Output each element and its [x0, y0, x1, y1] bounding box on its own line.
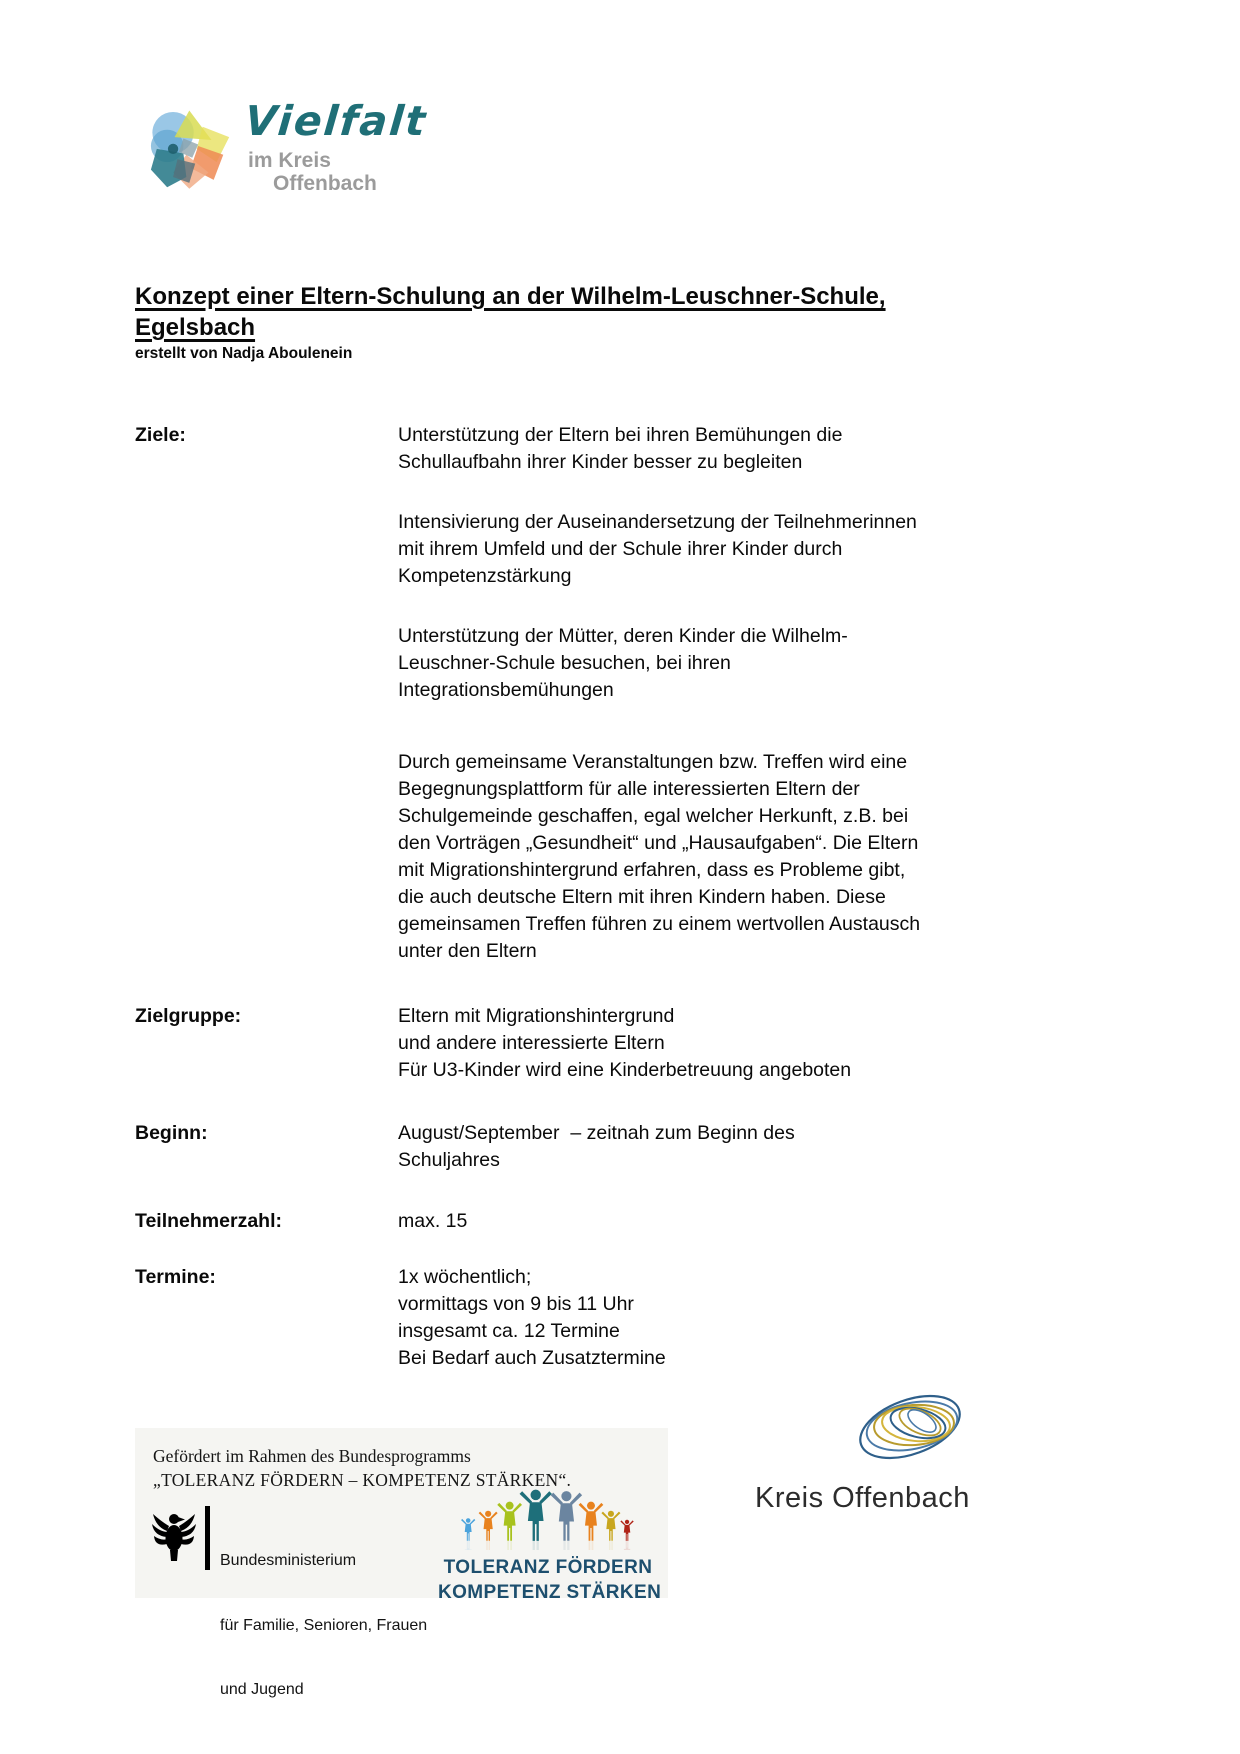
section-value	[398, 1003, 851, 1084]
brand-name: Vielfalt	[242, 97, 430, 145]
text-line: August/September – zeitnah zum Beginn des	[398, 1122, 795, 1144]
section-termine	[135, 1264, 666, 1372]
text-line: Schuljahres	[398, 1149, 500, 1171]
text-line: Unterstützung der Eltern bei ihren Bemühungen die	[398, 424, 843, 446]
section-value	[398, 1120, 795, 1174]
text-line: Leuschner-Schule besuchen, bei ihren	[398, 652, 731, 674]
kreis-offenbach-label: Kreis Offenbach	[755, 1482, 970, 1514]
paragraph	[398, 422, 920, 476]
text-line: mit Migrationshintergrund erfahren, dass es Probleme gibt,	[398, 859, 906, 881]
paragraph	[398, 623, 920, 704]
bmfsfj-logo	[151, 1504, 427, 1744]
text-line: Eltern mit Migrationshintergrund	[398, 1005, 675, 1027]
text-line: und Jugend	[220, 1681, 304, 1698]
funding-box	[135, 1428, 668, 1698]
text-line: und andere interessierte Eltern	[398, 1032, 665, 1054]
title-line2: Egelsbach	[135, 314, 256, 341]
kreis-offenbach-swirl-icon	[850, 1385, 975, 1467]
text-line: Begegnungsplattform für alle interessierten Eltern der	[398, 778, 860, 800]
section-zielgruppe	[135, 1003, 851, 1084]
section-ziele	[135, 422, 920, 965]
kreis-offenbach-logo	[755, 1385, 975, 1520]
text-line: insgesamt ca. 12 Termine	[398, 1320, 620, 1342]
text-line: mit ihrem Umfeld und der Schule ihrer Kinder durch	[398, 538, 843, 560]
section-label: Zielgruppe:	[135, 1005, 242, 1027]
text-line: gemeinsamen Treffen führen zu einem wertvollen Austausch	[398, 913, 921, 935]
section-label: Ziele:	[135, 424, 186, 446]
federal-eagle-icon	[151, 1504, 197, 1566]
program-title-line2: KOMPETENZ STÄRKEN	[438, 1582, 662, 1603]
funding-text-line2: „TOLERANZ FÖRDERN – KOMPETENZ STÄRKEN“.	[153, 1470, 572, 1490]
section-beginn	[135, 1120, 795, 1174]
text-line: Schullaufbahn ihrer Kinder besser zu begleiten	[398, 451, 803, 473]
toleranz-people-icon	[438, 1484, 658, 1550]
section-label: Termine:	[135, 1266, 216, 1288]
text-line: Bundesministerium	[220, 1552, 357, 1569]
text-line: Unterstützung der Mütter, deren Kinder die Wilhelm-	[398, 625, 848, 647]
author-line: erstellt von Nadja Aboulenein	[135, 345, 353, 362]
text-line: vormittags von 9 bis 11 Uhr	[398, 1293, 634, 1315]
text-line: Bei Bedarf auch Zusatztermine	[398, 1347, 666, 1369]
page-title	[135, 281, 886, 343]
text-line: Schulgemeinde geschaffen, egal welcher Herkunft, z.B. bei	[398, 805, 909, 827]
funding-text-line1: Gefördert im Rahmen des Bundesprogramms	[153, 1446, 471, 1466]
text-line: max. 15	[398, 1210, 468, 1232]
vielfalt-logo	[145, 95, 565, 205]
section-value	[398, 422, 920, 965]
section-label: Teilnehmerzahl:	[135, 1210, 283, 1232]
bmfsfj-divider-bar	[205, 1506, 210, 1570]
text-line: für Familie, Senioren, Frauen	[220, 1616, 428, 1634]
text-line: Intensivierung der Auseinandersetzung der Teilnehmerinnen	[398, 511, 917, 533]
paragraph	[398, 509, 920, 590]
text-line: unter den Eltern	[398, 940, 537, 962]
section-value	[398, 1264, 666, 1372]
text-line: den Vorträgen „Gesundheit“ und „Hausaufgaben“. Die Eltern	[398, 832, 919, 854]
text-line: Durch gemeinsame Veranstaltungen bzw. Treffen wird eine	[398, 751, 908, 773]
program-title-line1: TOLERANZ FÖRDERN	[443, 1557, 653, 1578]
brand-subtitle-line2: Offenbach	[273, 172, 377, 195]
text-line: die auch deutsche Eltern mit ihren Kindern haben. Diese	[398, 886, 886, 908]
text-line: Für U3-Kinder wird eine Kinderbetreuung angeboten	[398, 1059, 852, 1081]
title-line1: Konzept einer Eltern-Schulung an der Wilhelm-Leuschner-Schule,	[135, 283, 886, 310]
ministry-text	[220, 1504, 427, 1744]
brand-subtitle-line1: im Kreis	[248, 149, 331, 172]
toleranz-program-logo	[438, 1484, 662, 1605]
vielfalt-pinwheel-icon	[145, 95, 241, 205]
section-label: Beginn:	[135, 1122, 208, 1144]
text-line: Integrationsbemühungen	[398, 679, 614, 701]
paragraph	[398, 749, 920, 965]
text-line: 1x wöchentlich;	[398, 1266, 532, 1288]
section-value	[398, 1208, 467, 1235]
text-line: Kompetenzstärkung	[398, 565, 572, 587]
section-teilnehmerzahl	[135, 1208, 467, 1235]
